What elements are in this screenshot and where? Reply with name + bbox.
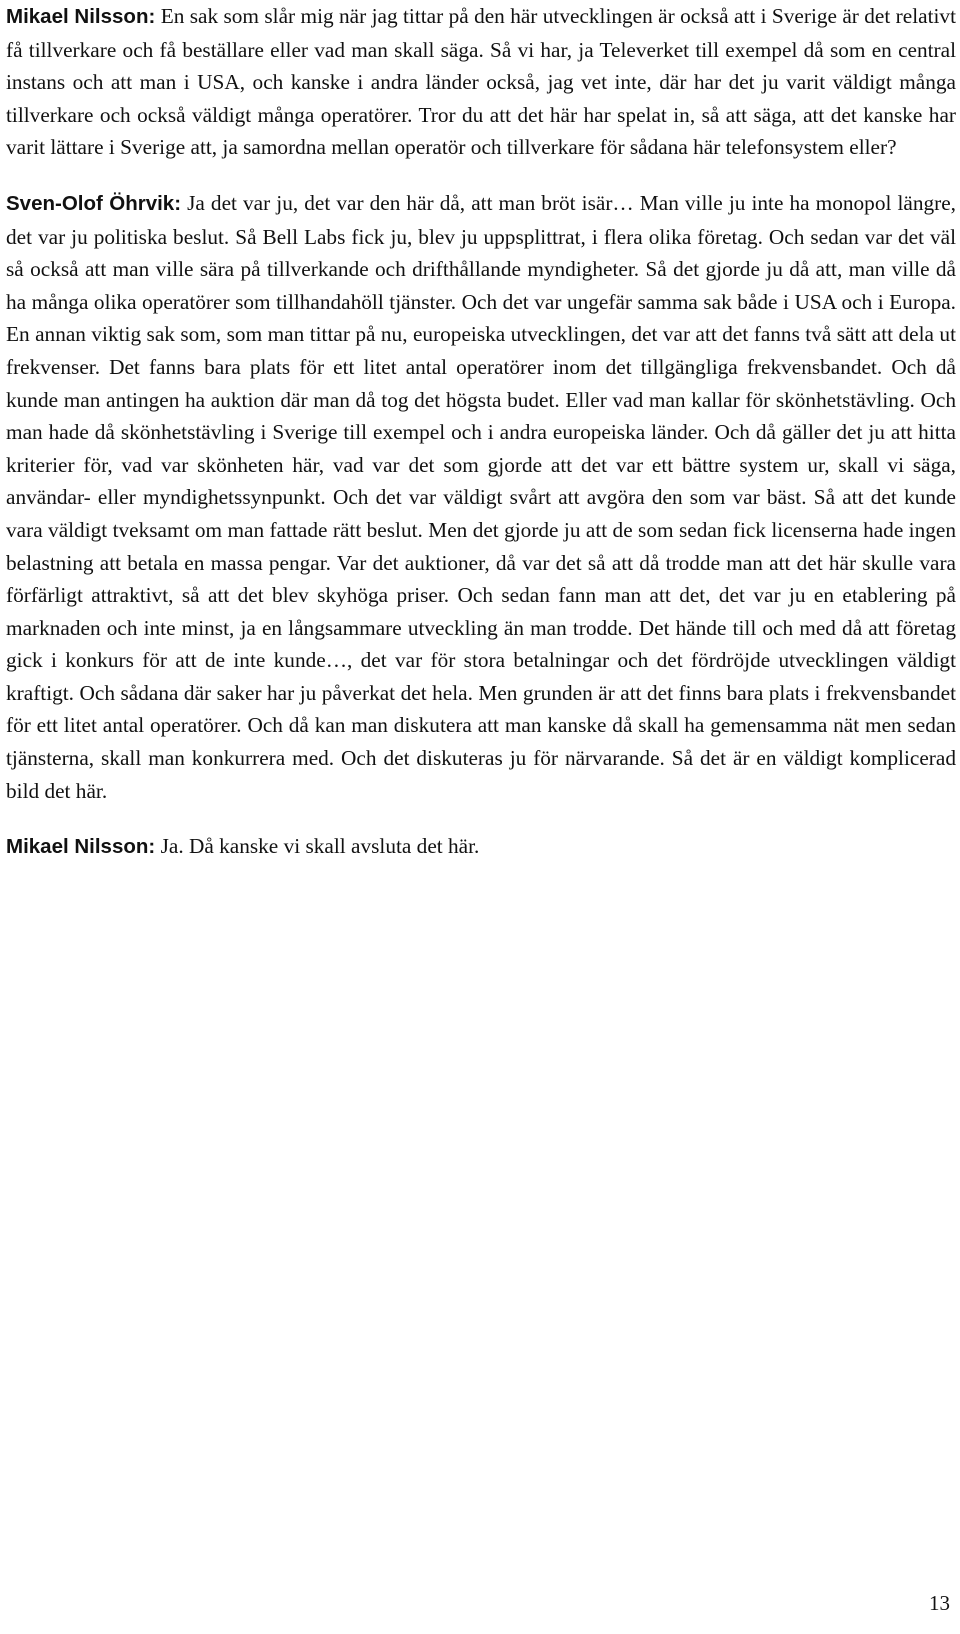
transcript-page — [6, 0, 956, 864]
speaker-name: Mikael Nilsson: — [6, 835, 156, 859]
speaker-name: Mikael Nilsson: — [6, 5, 156, 28]
speech-text: Ja. Då kanske vi skall avsluta det här. — [160, 834, 480, 859]
speaker-name: Sven-Olof Öhrvik: — [6, 191, 182, 215]
speech-text: En sak som slår mig när jag tittar på den här utvecklingen är också att i Sverige är det relativt få tillverkare och få beställare eller vad man skall säga. Så vi har, ja Televerket till exempel då som en central instans och att man i USA, och kanske i andra länder också, jag vet inte, där har det ju varit väldigt många tillverkare och också väldigt många operatörer. Tror du att det här har spelat in, så att säga, att det kanske har varit lättare i Sverige att, ja samordna mellan operatör och tillverkare för sådana här telefonsystem eller? — [6, 4, 956, 160]
page-number: 13 — [929, 1591, 950, 1615]
transcript-paragraph — [6, 0, 956, 164]
speech-text: Ja det var ju, det var den här då, att man bröt isär… Man ville ju inte ha monopol längre, det var ju politiska beslut. Så Bell Labs fick ju, blev ju uppsplittrat, i flera olika företag. Och sedan var det väl så också att man ville sära på tillverkande och drifthållande myndigheter. Så det gjorde ju då att, man ville då ha många olika operatörer som tillhandahöll tjänster. Och det var ungefär samma sak både i USA och i Europa. En annan viktig sak som, som man tittar på nu, europeiska utvecklingen, det var att det fanns två sätt att dela ut frekvenser. Det fanns bara plats för ett litet antal operatörer inom det tillgängliga frekvensbandet. Och då kunde man antingen ha auktion där man då tog det högsta budet. Eller vad man kallar för skönhetstävling. Och man hade då skönhetstävling i Sverige till exempel och i andra europeiska länder. Och då gäller det ju att hitta kriterier för, vad var skönheten här, vad var det som gjorde att det var ett bättre system ur, skall vi säga, användar- eller myndighetssynpunkt. Och det var väldigt svårt att avgöra den som var bäst. Så att det kunde vara väldigt tveksamt om man fattade rätt beslut. Men det gjorde ju att de som sedan fick licenserna hade ingen belastning att betala en massa pengar. Var det auktioner, då var det så att då trodde man att det här skulle vara förfärligt attraktivt, så att det blev skyhöga priser. Och sedan fann man att det, det var ju en etablering på marknaden och inte minst, ja en långsammare utveckling än man trodde. Det hände till och med då att företag gick i konkurs för att de inte kunde…, det var för stora betalningar och det fördröjde utvecklingen väldigt kraftigt. Och sådana där saker har ju påverkat det hela. Men grunden är att det finns bara plats i frekvensbandet för ett litet antal operatörer. Och då kan man diskutera att man kanske då skall ha gemensamma nät men sedan tjänsterna, skall man konkurrera med. Och det diskuteras ju för närvarande. Så det är en väldigt komplicerad bild det här. — [6, 190, 956, 803]
transcript-paragraph — [6, 187, 956, 807]
transcript-paragraph — [6, 830, 956, 864]
